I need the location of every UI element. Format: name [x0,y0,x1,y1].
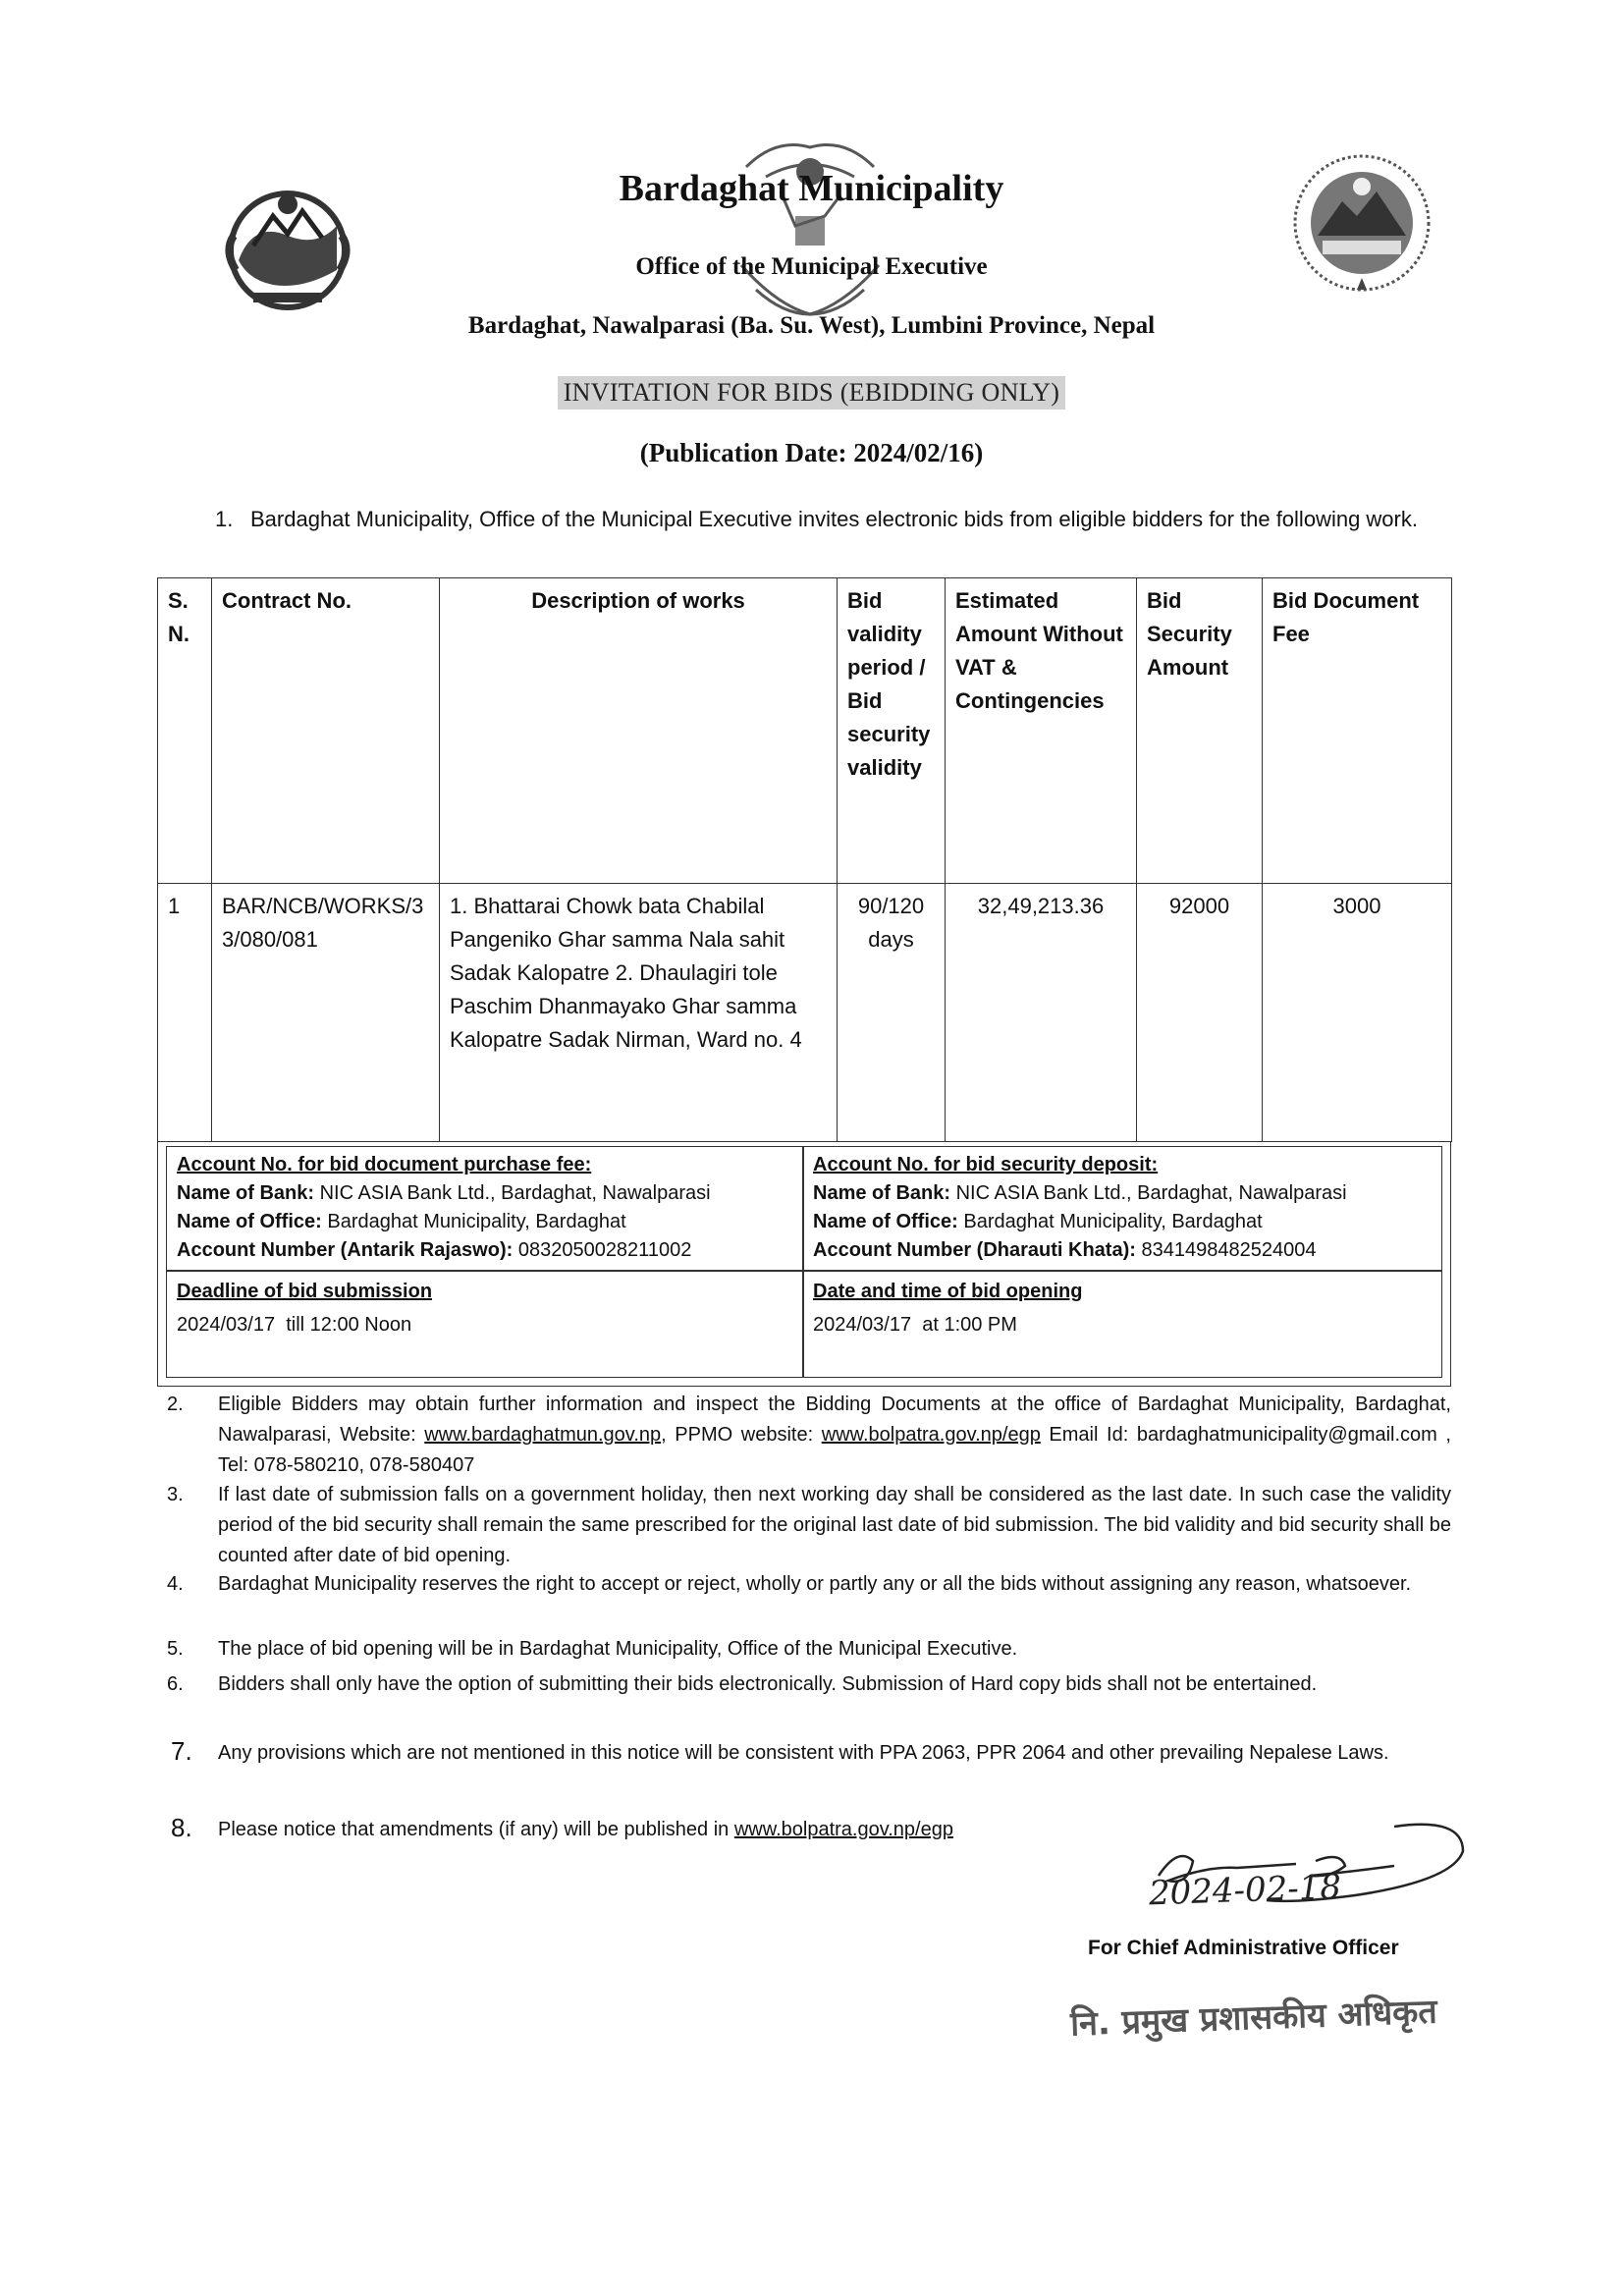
office-address: Bardaghat, Nawalparasi (Ba. Su. West), Lumbini Province, Nepal [467,312,1156,339]
security-office-value: Bardaghat Municipality, Bardaghat [963,1211,1263,1232]
note-text: Bardaghat Municipality reserves the right to accept or reject, wholly or partly any or all the bids without assigning any reason, whatsoever. [218,1573,1412,1595]
header-estimate: Estimated Amount Without VAT & Contingencies [946,578,1137,884]
security-bank-label: Name of Bank: [813,1182,951,1204]
notice-banner: INVITATION FOR BIDS (EBIDDING ONLY) [558,376,1066,410]
table-row [158,884,1452,1142]
note-number: 5. [167,1638,184,1660]
page-title: Bardaghat Municipality [619,168,1004,209]
note-7 [157,1738,1451,1769]
intro-paragraph [201,503,1434,536]
cell-estimate: 32,49,213.36 [946,884,1137,1142]
intro-text: Bardaghat Municipality, Office of the Municipal Executive invites electronic bids from eligible bidders for the following work. [250,507,1418,531]
note-3 [157,1480,1451,1571]
bolpatra-link[interactable]: www.bolpatra.gov.np/egp [733,1819,953,1840]
cell-validity: 90/120 days [838,884,946,1142]
purchase-office-value: Bardaghat Municipality, Bardaghat [327,1211,626,1232]
purchase-account-box [166,1146,804,1272]
table-header-row [158,578,1452,884]
note-text: Please notice that amendments (if any) will be published in [218,1819,734,1840]
note-text: If last date of submission falls on a government holiday, then next working day shall be considered as the last date. In such case the validity period of the bid security shall remain the same prescribed for the original last date of bid submission. The bid validity and bid security shall be counted after date of bid opening. [218,1484,1451,1566]
purchase-account-heading: Account No. for bid document purchase fee: [177,1154,592,1175]
purchase-bank-label: Name of Bank: [177,1182,315,1204]
signatory-title: For Chief Administrative Officer [1088,1937,1399,1959]
cell-contract: BAR/NCB/WORKS/33/080/081 [212,884,440,1142]
note-number: 4. [167,1573,184,1595]
note-text: Email Id: bardaghatmunicipality@gmail.com , Tel: 078-580210, 078-580407 [218,1424,1451,1476]
note-text: Any provisions which are not mentioned in this notice will be consistent with PPA 2063, PPR 2064 and other prevailing Nepalese Laws. [218,1742,1389,1764]
header-validity: Bid validity period / Bid security validity [838,578,946,884]
website-link[interactable]: www.bardaghatmun.gov.np [424,1424,662,1446]
cell-sn: 1 [158,884,212,1142]
note-number: 6. [167,1673,184,1695]
opening-box [802,1270,1442,1378]
note-text: The place of bid opening will be in Bardaghat Municipality, Office of the Municipal Executive. [218,1638,1018,1660]
note-6 [157,1669,1451,1700]
header-sn: S. N. [158,578,212,884]
cell-security: 92000 [1137,884,1263,1142]
deadline-value: 2024/03/17 till 12:00 Noon [177,1314,412,1336]
note-number: 8. [171,1813,192,1842]
security-account-box [802,1146,1442,1272]
security-account-label: Account Number (Dharauti Khata): [813,1239,1136,1261]
header-fee: Bid Document Fee [1263,578,1452,884]
intro-number: 1. [215,507,234,531]
security-account-heading: Account No. for bid security deposit: [813,1154,1159,1175]
note-4 [157,1569,1451,1600]
note-text: Bidders shall only have the option of submitting their bids electronically. Submission of Hard copy bids shall not be entertained. [218,1673,1318,1695]
accounts-section [157,1141,1451,1387]
deadline-heading: Deadline of bid submission [177,1281,433,1302]
office-name: Office of the Municipal Executive [635,253,988,280]
header-description: Description of works [440,578,838,884]
security-account-value: 8341498482524004 [1141,1239,1317,1261]
security-bank-value: NIC ASIA Bank Ltd., Bardaghat, Nawalparasi [955,1182,1347,1204]
cell-fee: 3000 [1263,884,1452,1142]
signature-date: 2024-02-18 [1148,1867,1342,1914]
purchase-bank-value: NIC ASIA Bank Ltd., Bardaghat, Nawalparasi [319,1182,711,1204]
banner-wrap [0,376,1623,410]
ppmo-link[interactable]: www.bolpatra.gov.np/egp [821,1424,1041,1446]
purchase-office-label: Name of Office: [177,1211,322,1232]
opening-heading: Date and time of bid opening [813,1281,1083,1302]
note-text: Eligible Bidders may obtain further information and inspect the Bidding Documents at the office of Bardaghat Municipality, Bardaghat, Nawalparasi, Website: [218,1394,1451,1446]
note-number: 3. [167,1484,184,1505]
deadline-box [166,1270,804,1378]
officer-stamp: नि. प्रमुख प्रशासकीय अधिकृत [1069,1992,1438,2045]
opening-value: 2024/03/17 at 1:00 PM [813,1314,1017,1336]
purchase-account-label: Account Number (Antarik Rajaswo): [177,1239,514,1261]
security-office-label: Name of Office: [813,1211,958,1232]
note-text: , PPMO website: [661,1424,822,1446]
works-table [157,577,1452,1142]
note-number: 7. [171,1736,192,1766]
note-5 [157,1634,1451,1665]
header-contract: Contract No. [212,578,440,884]
cell-description: 1. Bhattarai Chowk bata Chabilal Pangeniko Ghar samma Nala sahit Sadak Kalopatre 2. Dhaulagiri tole Paschim Dhanmayako Ghar samma Kalopatre Sadak Nirman, Ward no. 4 [440,884,838,1142]
note-2 [157,1390,1451,1481]
header-security: Bid Security Amount [1137,578,1263,884]
purchase-account-value: 0832050028211002 [517,1239,692,1261]
note-number: 2. [167,1394,184,1415]
publication-date: (Publication Date: 2024/02/16) [639,438,984,467]
